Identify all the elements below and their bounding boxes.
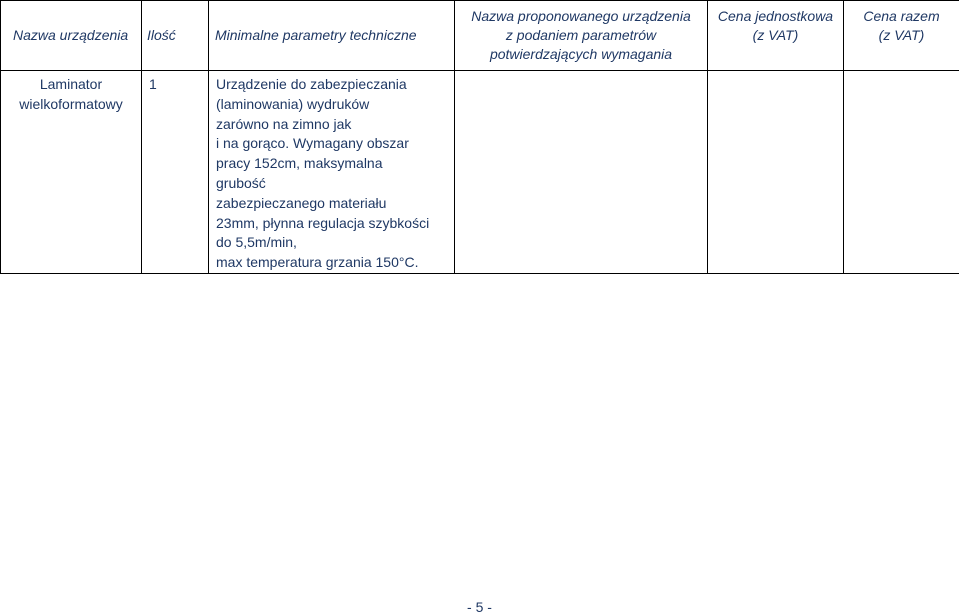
header-device-name: Nazwa urządzenia [1, 1, 142, 71]
cell-total-price[interactable] [844, 71, 959, 274]
header-unit-price: Cena jednostkowa (z VAT) [708, 1, 844, 71]
header-quantity: Ilość [142, 1, 209, 71]
header-min-params: Minimalne parametry techniczne [209, 1, 455, 71]
cell-device-name: Laminator wielkoformatowy [1, 71, 142, 274]
cell-description: Urządzenie do zabezpieczania (laminowania) wydruków zarówno na zimno jak i na gorąco. Wymagany obszar pracy 152cm, maksymalna grubość zabezpieczanego materiału 23mm, płynna regulacja szybkości do 5,5m/min, max temperatura grzania 150°C. [209, 71, 455, 274]
cell-unit-price[interactable] [708, 71, 844, 274]
header-total-price: Cena razem (z VAT) [844, 1, 959, 71]
cell-proposed-device[interactable] [455, 71, 708, 274]
cell-quantity: 1 [142, 71, 209, 274]
header-row [1, 1, 959, 71]
table-row [1, 71, 959, 274]
page-number: - 5 - [467, 599, 492, 615]
header-proposed-device: Nazwa proponowanego urządzenia z podaniem parametrów potwierdzających wymagania [455, 1, 708, 71]
specification-table [0, 0, 959, 274]
